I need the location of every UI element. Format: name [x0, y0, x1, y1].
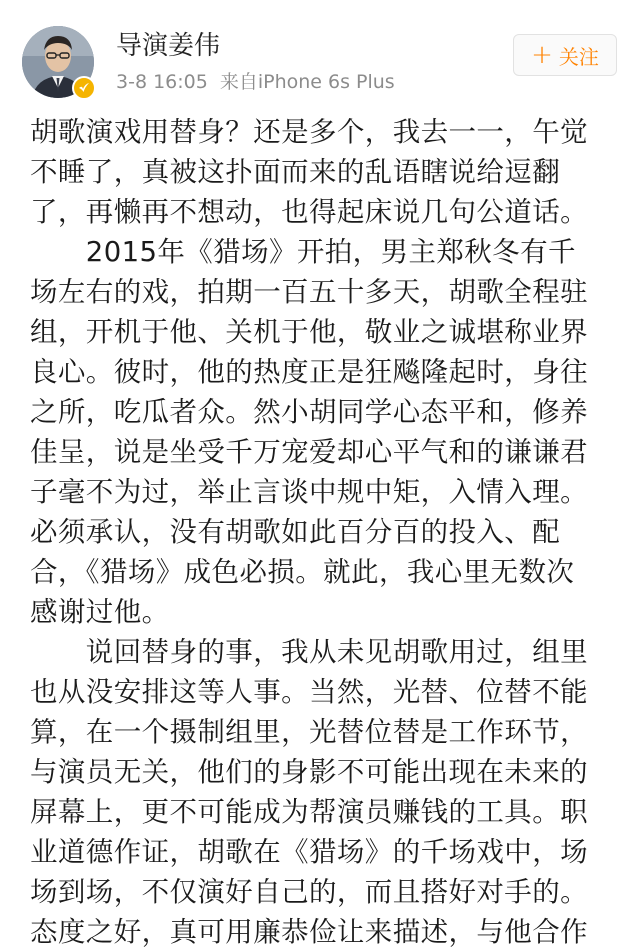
post-text-line: 良心。彼时，他的热度正是狂飚隆起时，身往 — [30, 356, 588, 388]
post-header — [0, 0, 640, 110]
post-text-line: 场到场，不仅演好自己的，而且搭好对手的。 — [30, 876, 588, 908]
post-text-line: 子毫不为过，举止言谈中规中矩，入情入理。 — [30, 476, 588, 508]
post-text-line: 感谢过他。 — [30, 596, 170, 628]
verified-badge-icon — [72, 76, 96, 100]
post-text-line: 不睡了，真被这扑面而来的乱语瞎说给逗翻 — [30, 156, 561, 188]
post-text-line: 之所，吃瓜者众。然小胡同学心态平和，修养 — [30, 396, 588, 428]
post-text-line: 合，《猎场》成色必损。就此，我心里无数次 — [30, 556, 575, 588]
post-text-line: 场左右的戏，拍期一百五十多天，胡歌全程驻 — [30, 276, 588, 308]
post-text-line: 了，再懒再不想动，也得起床说几句公道话。 — [30, 196, 588, 228]
post-text-line: 态度之好，真可用廉恭俭让来描述，与他合作 — [30, 916, 588, 948]
post-text-line: 与演员无关，他们的身影不可能出现在未来的 — [30, 756, 588, 788]
author-name[interactable]: 导演姜伟 — [116, 31, 221, 61]
post-text — [30, 112, 624, 952]
post-text-line: 业道德作证，胡歌在《猎场》的千场戏中，场 — [30, 836, 588, 868]
post-text-line: 必须承认，没有胡歌如此百分百的投入、配 — [30, 516, 561, 548]
post-text-line: 算，在一个摄制组里，光替位替是工作环节， — [30, 716, 588, 748]
post-source[interactable]: 来自iPhone 6s Plus — [219, 71, 395, 93]
post-text-line: 组，开机于他、关机于他，敬业之诚堪称业界 — [30, 316, 588, 348]
follow-button[interactable] — [513, 34, 617, 76]
post-text-line: 说回替身的事，我从未见胡歌用过，组里 — [30, 636, 588, 668]
post-text-line: 胡歌演戏用替身？还是多个，我去一一，午觉 — [30, 116, 588, 148]
avatar[interactable] — [22, 26, 94, 98]
post-time: 3-8 16:05 — [116, 71, 208, 93]
post-text-line: 佳呈，说是坐受千万宠爱却心平气和的谦谦君 — [30, 436, 588, 468]
post-text-line: 也从没安排这等人事。当然，光替、位替不能 — [30, 676, 588, 708]
post-meta — [116, 70, 395, 94]
post-text-line: 屏幕上，更不可能成为帮演员赚钱的工具。职 — [30, 796, 588, 828]
post-text-line: 2015年《猎场》开拍，男主郑秋冬有千 — [30, 236, 576, 268]
follow-button-label: 关注 — [558, 44, 599, 69]
plus-icon: + — [531, 40, 553, 70]
